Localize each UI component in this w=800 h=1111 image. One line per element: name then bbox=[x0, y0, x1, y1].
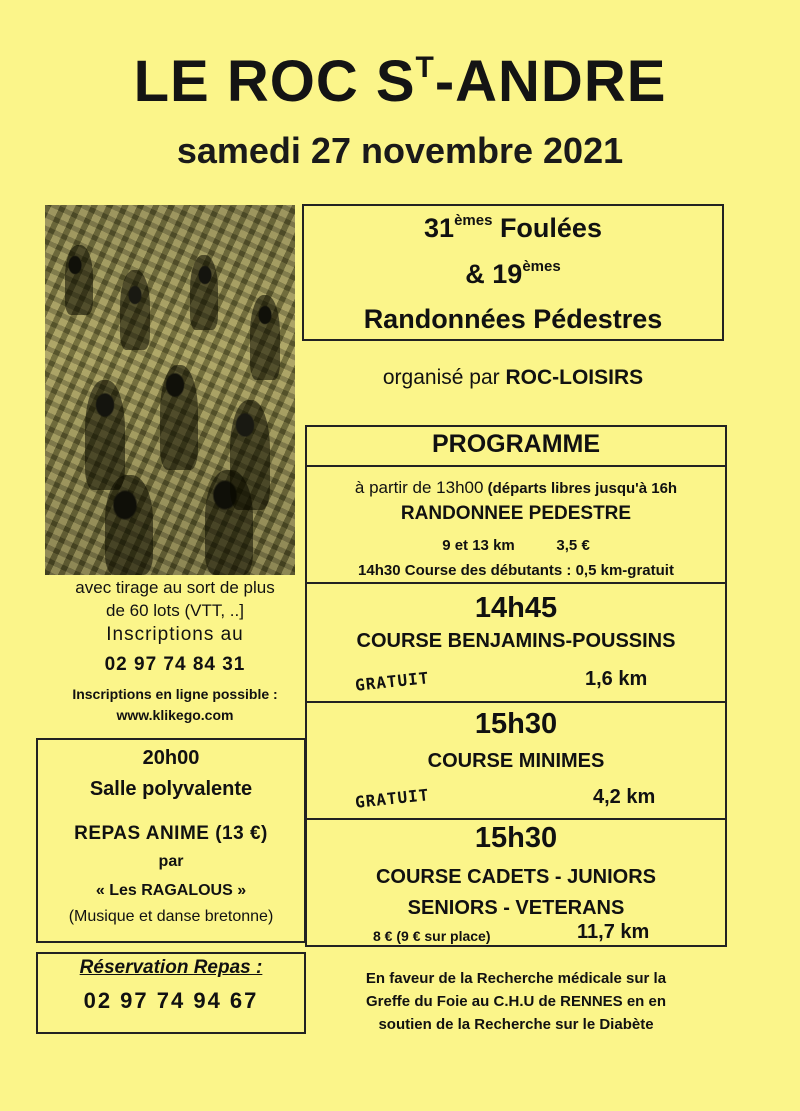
programme-title: PROGRAMME bbox=[431, 430, 601, 458]
race1-distance: 1,6 km bbox=[585, 668, 648, 690]
divider bbox=[305, 582, 727, 584]
event-date: samedi 27 novembre 2021 bbox=[176, 130, 624, 171]
race3-price: 8 € (9 € sur place) bbox=[373, 928, 491, 944]
race1-price: GRATUIT bbox=[354, 668, 431, 695]
race2-name: COURSE MINIMES bbox=[427, 750, 605, 772]
race2-price: GRATUIT bbox=[354, 785, 431, 812]
reservation-label: Réservation Repas : bbox=[79, 957, 263, 978]
repas-band: « Les RAGALOUS » bbox=[95, 882, 247, 899]
inscriptions-phone: 02 97 74 84 31 bbox=[104, 654, 246, 675]
footer-line-2: Greffe du Foie au C.H.U de RENNES en en bbox=[365, 993, 667, 1010]
footer-line-1: En faveur de la Recherche médicale sur la bbox=[365, 970, 667, 987]
race3-distance: 11,7 km bbox=[577, 921, 650, 943]
runners-photo bbox=[45, 205, 295, 575]
lottery-text-2: de 60 lots (VTT, ..] bbox=[106, 601, 244, 620]
divider bbox=[305, 465, 727, 467]
race2-time: 15h30 bbox=[474, 708, 558, 740]
debutants-race: 14h30 Course des débutants : 0,5 km-gratuit bbox=[358, 562, 674, 579]
divider bbox=[305, 818, 727, 820]
repas-time: 20h00 bbox=[142, 747, 200, 769]
race3-name-2: SENIORS - VETERANS bbox=[407, 897, 625, 919]
repas-title: REPAS ANIME (13 €) bbox=[74, 823, 268, 844]
repas-place: Salle polyvalente bbox=[89, 778, 253, 800]
foulees-line-3: Randonnées Pédestres bbox=[363, 304, 663, 334]
race3-time: 15h30 bbox=[474, 822, 558, 854]
rando-name: RANDONNEE PEDESTRE bbox=[400, 503, 632, 524]
online-inscriptions-label: Inscriptions en ligne possible : bbox=[72, 686, 278, 702]
online-inscriptions-url: www.klikego.com bbox=[116, 707, 234, 723]
foulees-line-2: & 19èmes bbox=[465, 258, 561, 289]
event-title: LE ROC $S^T$-ANDRE bbox=[133, 49, 667, 114]
organiser: organisé par ROC-LOISIRS bbox=[382, 366, 644, 389]
reservation-phone: 02 97 74 94 67 bbox=[83, 988, 259, 1013]
race3-name-1: COURSE CADETS - JUNIORS bbox=[375, 866, 657, 888]
divider bbox=[305, 701, 727, 703]
inscriptions-label: Inscriptions au bbox=[106, 624, 244, 645]
foulees-line-1: 31èmes Foulées bbox=[424, 212, 602, 243]
footer-line-3: soutien de la Recherche sur le Diabète bbox=[378, 1016, 654, 1033]
rando-details: 9 et 13 km 3,5 € bbox=[442, 537, 590, 554]
lottery-text: avec tirage au sort de plus bbox=[75, 578, 275, 597]
rando-start: à partir de 13h00 (départs libres jusqu'à 16h bbox=[354, 478, 678, 497]
race2-distance: 4,2 km bbox=[593, 786, 656, 808]
race1-time: 14h45 bbox=[474, 592, 558, 624]
repas-par: par bbox=[158, 853, 184, 870]
race1-name: COURSE BENJAMINS-POUSSINS bbox=[356, 630, 676, 652]
repas-style: (Musique et danse bretonne) bbox=[68, 908, 274, 925]
